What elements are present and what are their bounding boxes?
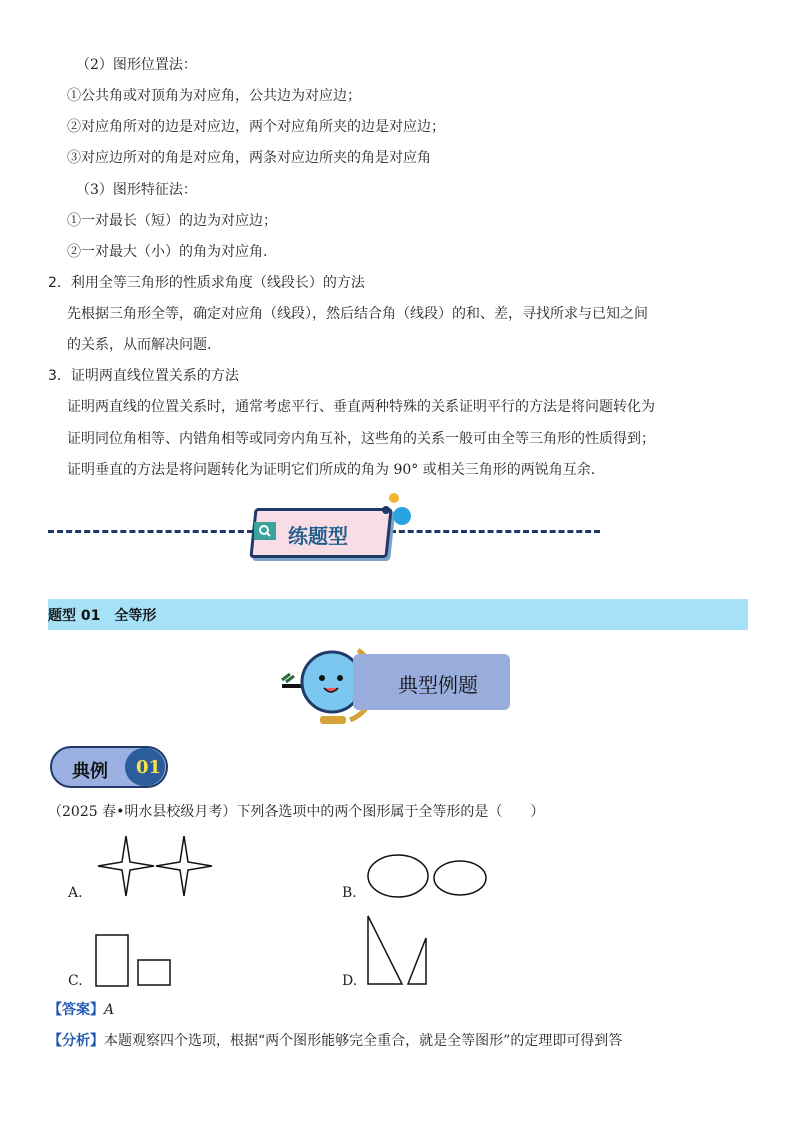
question-stem: （2025 春•明水县校级月考）下列各选项中的两个图形属于全等形的是（ ） xyxy=(48,804,545,820)
method-2-item-3: ③对应边所对的角是对应角，两条对应边所夹的角是对应角 xyxy=(67,150,431,166)
analysis-line xyxy=(48,1031,622,1051)
option-b-ellipses-icon xyxy=(366,852,490,900)
section-2-para-line-1: 先根据三角形全等，确定对应角（线段），然后结合角（线段）的和、差，寻找所求与已知之间 xyxy=(67,306,648,322)
section-3-para-line-1: 证明两直线的位置关系时，通常考虑平行、垂直两种特殊的关系证明平行的方法是将问题转化为 xyxy=(67,399,655,415)
method-3-heading: （3）图形特征法： xyxy=(76,182,197,198)
answer-value: A xyxy=(104,1002,115,1018)
method-2-heading: （2）图形位置法： xyxy=(76,57,197,73)
analysis-tag: 【分析】 xyxy=(48,1033,104,1049)
section-2-title: 2．利用全等三角形的性质求角度（线段长）的方法 xyxy=(48,275,365,291)
option-a-four-point-stars-icon xyxy=(96,834,216,898)
analysis-text: 本题观察四个选项，根据“两个图形能够完全重合，就是全等图形”的定理即可得到答 xyxy=(104,1033,623,1049)
option-d-label: D. xyxy=(342,973,358,989)
section-3-para-line-3: 证明垂直的方法是将问题转化为证明它们所成的角为 90° 或相关三角形的两锐角互余. xyxy=(67,462,596,478)
section-3-title: 3．证明两直线位置关系的方法 xyxy=(48,368,239,384)
method-3-item-2: ②一对最大（小）的角为对应角. xyxy=(67,244,268,260)
topic-bar-label: 题型 01 全等形 xyxy=(48,608,157,624)
example-pill-number: 01 xyxy=(136,757,162,778)
method-2-item-2: ②对应角所对的边是对应边，两个对应角所夹的边是对应边； xyxy=(67,119,445,135)
answer-line xyxy=(48,1000,114,1020)
option-d-triangles-icon xyxy=(366,914,430,986)
example-pill-label: 典例 xyxy=(72,761,108,782)
divider-dashed-left xyxy=(48,530,253,533)
method-3-item-1: ①一对最长（短）的边为对应边； xyxy=(67,213,277,229)
option-a-label: A. xyxy=(68,885,83,901)
option-c-label: C. xyxy=(68,973,83,989)
section-3-para-line-2: 证明同位角相等、内错角相等或同旁内角互补，这些角的关系一般可由全等三角形的性质得到； xyxy=(67,431,655,447)
section-2-para-line-2: 的关系，从而解决问题. xyxy=(67,337,212,353)
option-b-label: B. xyxy=(342,885,357,901)
answer-tag: 【答案】 xyxy=(48,1002,104,1018)
example-header-label: 典型例题 xyxy=(398,673,478,697)
method-2-item-1: ①公共角或对顶角为对应角，公共边为对应边； xyxy=(67,88,361,104)
divider-dashed-right xyxy=(390,530,600,533)
option-c-rectangles-icon xyxy=(94,932,174,988)
bubbles-decoration-icon xyxy=(378,490,418,530)
search-icon xyxy=(254,522,276,540)
practice-banner-label: 练题型 xyxy=(288,524,348,548)
